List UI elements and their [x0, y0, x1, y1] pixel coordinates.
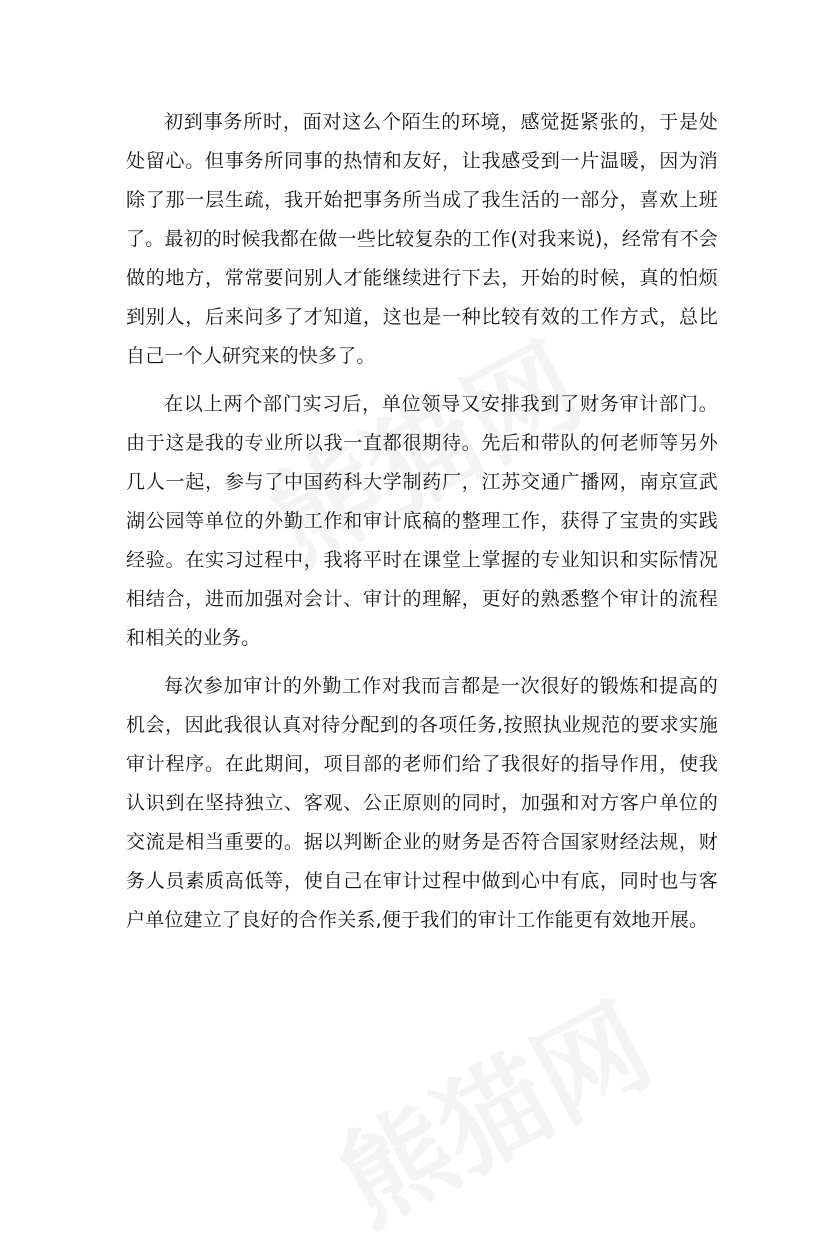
paragraph-1: 初到事务所时，面对这么个陌生的环境，感觉挺紧张的，于是处处留心。但事务所同事的热情和友好，让我感受到一片温暖，因为消除了那一层生疏，我开始把事务所当成了我生活的一部分，喜欢上班了。最初的时候我都在做一些比较复杂的工作(对我来说)，经常有不会做的地方，常常要问别人才能继续进行下去，开始的时候，真的怕烦到别人，后来问多了才知道，这也是一种比较有效的工作方式，总比自己一个人研究来的快多了。 [126, 111, 718, 367]
watermark [323, 989, 666, 1241]
paragraph-2: 在以上两个部门实习后，单位领导又安排我到了财务审计部门。由于这是我的专业所以我一直都很期待。先后和带队的何老师等另外几人一起，参与了中国药科大学制药厂，江苏交通广播网，南京宣武湖公园等单位的外勤工作和审计底稿的整理工作，获得了宝贵的实践经验。在实习过程中，我将平时在课堂上掌握的专业知识和实际情况相结合，进而加强对会计、审计的理解，更好的熟悉整个审计的流程和相关的业务。 [126, 393, 718, 649]
document-body [126, 103, 718, 949]
paragraph-3: 每次参加审计的外勤工作对我而言都是一次很好的锻炼和提高的机会，因此我很认真对待分配到的各项任务,按照执业规范的要求实施审计程序。在此期间，项目部的老师们给了我很好的指导作用，使我认识到在坚持独立、客观、公正原则的同时，加强和对方客户单位的交流是相当重要的。据以判断企业的财务是否符合国家财经法规，财务人员素质高低等，使自己在审计过程中做到心中有底，同时也与客户单位建立了良好的合作关系,便于我们的审计工作能更有效地开展。 [126, 675, 718, 931]
